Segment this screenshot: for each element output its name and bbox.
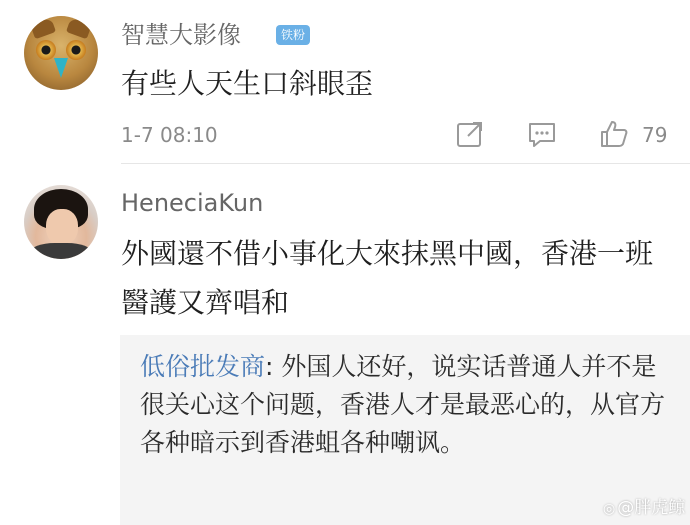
avatar-shirt: [30, 243, 92, 259]
fan-badge: 铁粉: [276, 25, 310, 45]
owl-beak: [54, 58, 68, 78]
weibo-icon: ◎: [603, 501, 616, 517]
comment-time: 1-7 08:10: [121, 123, 218, 147]
owl-tuft-right: [66, 17, 92, 40]
avatar[interactable]: [24, 16, 98, 90]
divider: [121, 163, 690, 164]
like-count: 79: [642, 123, 668, 147]
reply-button[interactable]: [526, 118, 558, 150]
comment-text: 外國還不借小事化大來抹黑中國，香港一班醫護又齊唱和: [121, 237, 654, 319]
owl-tuft-left: [30, 17, 56, 40]
comment-text: 有些人天生口斜眼歪: [121, 67, 374, 100]
share-button[interactable]: [454, 118, 486, 150]
watermark-text: @胖虎鲸: [617, 498, 686, 518]
quoted-reply-separator: :: [265, 352, 274, 381]
avatar-face: [46, 209, 78, 245]
avatar[interactable]: [24, 185, 98, 259]
owl-eye-right: [66, 40, 86, 60]
share-icon: [454, 118, 486, 150]
quoted-reply-body: 外国人还好，说实话普通人并不是很关心这个问题，香港人才是最恶心的，从官方各种暗示到香港蛆各种嘲讽。: [140, 352, 666, 457]
quoted-reply-text: [140, 348, 680, 462]
like-icon: [598, 118, 630, 150]
like-button[interactable]: [598, 118, 630, 150]
watermark: [603, 495, 685, 521]
quoted-reply-author[interactable]: 低俗批发商: [140, 352, 266, 381]
reply-icon: [526, 118, 558, 150]
comment-username[interactable]: HeneciaKun: [121, 189, 264, 217]
comment-item: [0, 0, 690, 162]
comment-username[interactable]: 智慧大影像: [121, 21, 241, 49]
owl-eye-left: [36, 40, 56, 60]
